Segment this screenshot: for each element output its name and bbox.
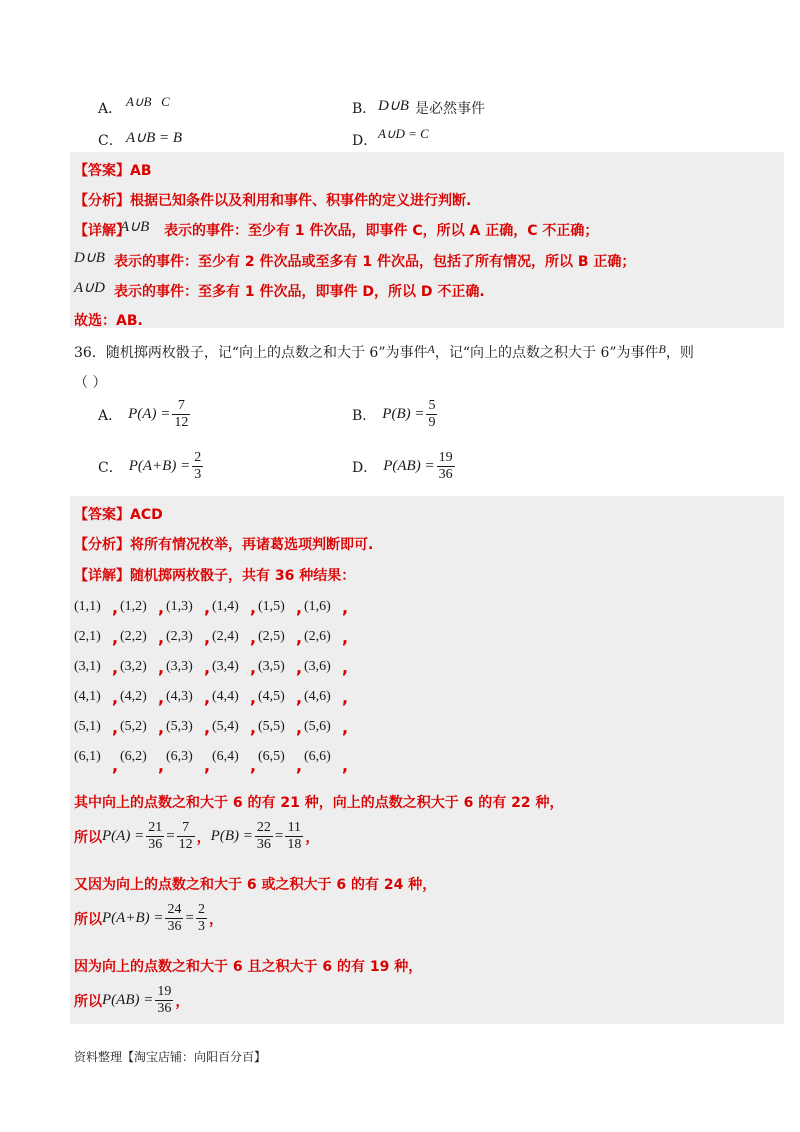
outcome-pair: (1,4) <box>212 599 239 614</box>
so-label-2: 所以 <box>74 911 102 928</box>
outcome-comma: , <box>204 755 211 775</box>
outcome-comma: , <box>112 627 119 647</box>
outcome-pair: (1,5) <box>258 599 285 614</box>
outcome-comma: , <box>158 687 165 707</box>
outcome-comma: , <box>204 627 211 647</box>
pb-lhs: P(B) = <box>210 828 253 844</box>
outcome-comma: , <box>250 755 257 775</box>
option-36-b-den: 9 <box>428 415 436 430</box>
so-label-1: 所以 <box>74 829 102 846</box>
detail-35-line-1: 表示的事件：至少有 1 件次品，即事件 C，所以 A 正确，C 不正确； <box>164 223 599 239</box>
outcome-row <box>74 712 350 742</box>
detail-35-line-3: 表示的事件：至多有 1 件次品，即事件 D，所以 D 不正确. <box>114 284 485 300</box>
detail-tag-35: 【详解】 <box>74 223 130 239</box>
outcome-pair: (1,3) <box>166 599 193 614</box>
option-c-expr: A∪B = B <box>126 130 183 146</box>
outcome-pair: (1,1) <box>74 599 101 614</box>
answer-parentheses: （ ） <box>74 375 107 391</box>
option-b-label: B． <box>352 101 377 117</box>
outcome-comma: , <box>112 755 119 775</box>
outcome-comma: , <box>112 717 119 737</box>
option-a-label: A． <box>98 101 123 117</box>
option-36-a-label: A． <box>98 407 123 424</box>
pa-num-1: 21 <box>148 820 163 835</box>
pb-num-2: 11 <box>285 820 303 837</box>
detail-36: 【详解】随机掷两枚骰子，共有 36 种结果： <box>74 568 356 584</box>
equals-sign-2: = <box>274 828 284 844</box>
outcome-comma: , <box>204 657 211 677</box>
outcome-pair: (3,4) <box>212 659 239 674</box>
outcome-pair: (5,3) <box>166 719 193 734</box>
outcome-pair: (3,6) <box>304 659 331 674</box>
outcome-comma: , <box>296 627 303 647</box>
outcome-pair: (5,6) <box>304 719 331 734</box>
option-b-expr: D∪B <box>378 98 409 114</box>
outcome-pair: (5,5) <box>258 719 285 734</box>
outcome-comma: , <box>250 687 257 707</box>
outcome-comma: , <box>296 755 303 775</box>
outcome-pair: (2,1) <box>74 629 101 644</box>
option-c-label: C． <box>98 133 123 149</box>
option-36-c[interactable] <box>98 450 205 483</box>
outcome-pair: (6,3) <box>166 749 193 764</box>
pab-num-2: 2 <box>197 902 205 917</box>
outcome-comma: , <box>250 627 257 647</box>
option-36-a-den: 12 <box>174 415 189 430</box>
detail-35-expr-2: D∪B <box>74 250 105 266</box>
option-36-b-num: 5 <box>428 398 436 413</box>
outcome-pair: (6,5) <box>258 749 285 764</box>
option-36-d-den: 36 <box>438 467 453 482</box>
outcome-comma: , <box>296 687 303 707</box>
outcome-pair: (3,1) <box>74 659 101 674</box>
separator-4: ， <box>175 993 190 1010</box>
outcome-pair: (4,6) <box>304 689 331 704</box>
separator-3: ， <box>208 911 223 928</box>
outcome-pair: (1,2) <box>120 599 147 614</box>
outcome-comma: , <box>250 717 257 737</box>
outcome-pair: (5,1) <box>74 719 101 734</box>
outcome-pair: (2,4) <box>212 629 239 644</box>
option-d-expr: A∪D = C <box>378 126 429 141</box>
pab-den-2: 3 <box>197 919 205 934</box>
detail-35-expr-3: A∪D <box>74 280 105 296</box>
outcome-comma: , <box>296 597 303 617</box>
outcome-comma: , <box>342 627 349 647</box>
outcome-comma: , <box>112 657 119 677</box>
pi-den: 36 <box>157 1001 172 1016</box>
option-36-d[interactable] <box>352 450 457 483</box>
option-b-text: 是必然事件 <box>415 101 485 117</box>
event-b: B <box>658 342 666 356</box>
outcome-pair: (6,2) <box>120 749 147 764</box>
pa-den-2: 12 <box>178 837 193 852</box>
outcome-comma: , <box>342 657 349 677</box>
intersection-count: 因为向上的点数之和大于 6 且之积大于 6 的有 19 种， <box>74 959 423 975</box>
pi-line <box>74 984 189 1017</box>
outcome-row <box>74 742 350 775</box>
outcome-pair: (4,2) <box>120 689 147 704</box>
outcome-comma: , <box>158 717 165 737</box>
outcome-comma: , <box>158 627 165 647</box>
option-36-b-lhs: P(B) = <box>382 406 425 422</box>
outcome-comma: , <box>296 717 303 737</box>
outcome-pair: (5,2) <box>120 719 147 734</box>
pab-den-1: 36 <box>167 919 182 934</box>
stem-part-2: ，记“向上的点数之积大于 6”为事件 <box>434 345 659 361</box>
option-36-c-lhs: P(A+B) = <box>128 458 191 474</box>
question-36-stem <box>74 342 694 362</box>
outcome-pair: (6,4) <box>212 749 239 764</box>
option-36-b[interactable] <box>352 398 439 431</box>
pab-num-1: 24 <box>167 902 182 917</box>
outcome-pair: (4,5) <box>258 689 285 704</box>
pb-den-1: 36 <box>256 837 271 852</box>
option-d-label: D． <box>352 133 378 149</box>
outcome-comma: , <box>158 597 165 617</box>
pab-line <box>74 902 223 935</box>
equals-sign: = <box>166 828 175 844</box>
outcome-pair: (3,2) <box>120 659 147 674</box>
option-36-c-label: C． <box>98 459 123 476</box>
event-a: A <box>427 342 435 356</box>
equals-sign-3: = <box>185 910 194 926</box>
outcome-comma: , <box>204 597 211 617</box>
pi-lhs: P(AB) = <box>102 992 154 1008</box>
outcome-pair: (2,6) <box>304 629 331 644</box>
pa-lhs: P(A) = <box>102 828 145 844</box>
outcome-comma: , <box>342 687 349 707</box>
answer-35: 【答案】AB <box>74 163 152 179</box>
option-36-b-label: B． <box>352 407 377 424</box>
option-36-a[interactable] <box>98 398 192 431</box>
outcome-pair: (1,6) <box>304 599 331 614</box>
outcome-pair: (2,2) <box>120 629 147 644</box>
pb-den-2: 18 <box>287 837 302 852</box>
option-a-expr: A∪B C <box>126 94 170 109</box>
option-36-a-lhs: P(A) = <box>128 406 171 422</box>
option-36-c-num: 2 <box>194 450 202 465</box>
outcome-comma: , <box>342 755 349 775</box>
option-36-d-label: D． <box>352 459 378 476</box>
pa-pb-line <box>74 820 319 853</box>
outcome-comma: , <box>342 597 349 617</box>
outcome-pair: (5,4) <box>212 719 239 734</box>
outcome-comma: , <box>112 597 119 617</box>
detail-35-line-2: 表示的事件：至少有 2 件次品或至多有 1 件次品，包括了所有情况，所以 B 正确； <box>114 254 636 270</box>
pab-lhs: P(A+B) = <box>102 910 164 926</box>
outcome-pair: (2,5) <box>258 629 285 644</box>
outcome-pair: (3,3) <box>166 659 193 674</box>
outcome-row <box>74 622 350 652</box>
outcome-comma: , <box>204 687 211 707</box>
analysis-36: 【分析】将所有情况枚举，再诸葛选项判断即可. <box>74 537 374 553</box>
outcome-pair: (4,4) <box>212 689 239 704</box>
outcome-pair: (2,3) <box>166 629 193 644</box>
outcome-row <box>74 682 350 712</box>
outcome-row <box>74 592 350 622</box>
outcome-pair: (3,5) <box>258 659 285 674</box>
pb-num-1: 22 <box>256 820 271 835</box>
so-label-3: 所以 <box>74 993 102 1010</box>
stem-part-1: 36．随机掷两枚骰子，记“向上的点数之和大于 6”为事件 <box>74 345 428 361</box>
outcome-comma: , <box>342 717 349 737</box>
answer-block-35 <box>70 152 784 328</box>
sum-product-count: 其中向上的点数之和大于 6 的有 21 种，向上的点数之积大于 6 的有 22 种， <box>74 795 564 811</box>
outcome-pair: (6,6) <box>304 749 331 764</box>
outcome-comma: , <box>250 657 257 677</box>
detail-35-expr-1: A∪B <box>120 219 150 235</box>
union-count: 又因为向上的点数之和大于 6 或之积大于 6 的有 24 种， <box>74 877 437 893</box>
stem-part-3: ，则 <box>665 345 694 361</box>
outcome-pair: (4,1) <box>74 689 101 704</box>
outcome-pair: (6,1) <box>74 749 101 764</box>
pa-den-1: 36 <box>148 837 163 852</box>
outcome-comma: , <box>158 657 165 677</box>
outcome-comma: , <box>204 717 211 737</box>
outcome-comma: , <box>158 755 165 775</box>
outcome-comma: , <box>250 597 257 617</box>
analysis-35: 【分析】根据已知条件以及利用和事件、积事件的定义进行判断. <box>74 193 472 209</box>
option-36-a-num: 7 <box>172 398 190 415</box>
separator-2: ， <box>305 829 320 846</box>
option-36-c-den: 3 <box>194 467 202 482</box>
pi-num: 19 <box>157 984 172 999</box>
footer-text: 资料整理【淘宝店铺：向阳百分百】 <box>74 1050 267 1064</box>
option-36-d-num: 19 <box>438 450 453 465</box>
outcome-comma: , <box>112 687 119 707</box>
outcomes-grid <box>74 592 350 775</box>
option-36-d-lhs: P(AB) = <box>383 458 435 474</box>
answer-36: 【答案】ACD <box>74 507 163 523</box>
conclusion-35: 故选：AB. <box>74 313 143 329</box>
outcome-comma: , <box>296 657 303 677</box>
outcome-row <box>74 652 350 682</box>
pa-num-2: 7 <box>177 820 195 837</box>
outcome-pair: (4,3) <box>166 689 193 704</box>
separator: ， <box>196 829 211 846</box>
